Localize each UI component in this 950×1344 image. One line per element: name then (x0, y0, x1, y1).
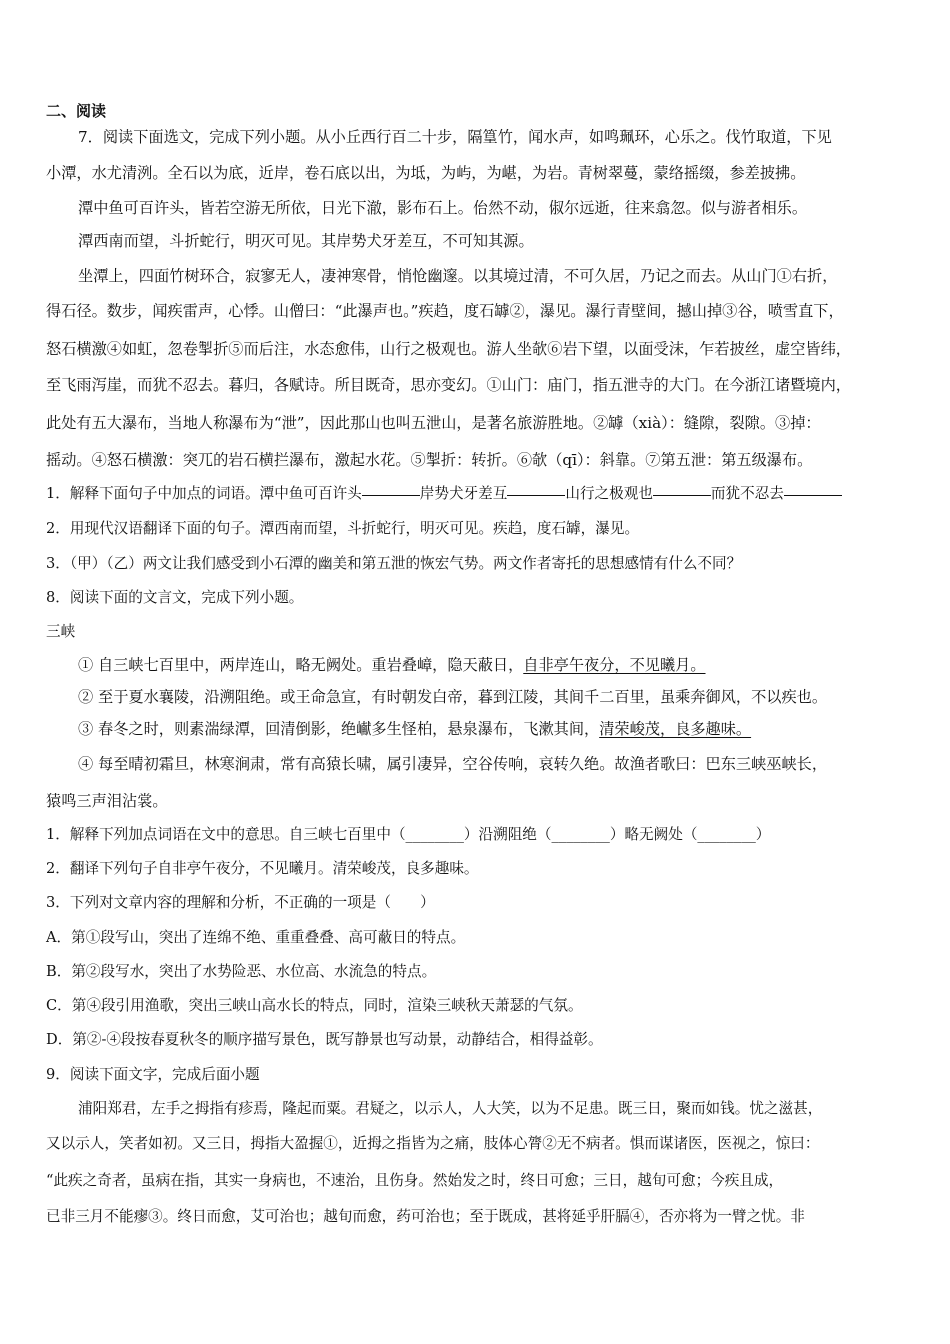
q9-line-3: “此疾之奇者，虽病在指，其实一身病也，不速治，且伤身。然始发之时，终日可愈；三日，越旬可愈；今疾且成， (46, 1172, 784, 1189)
q8-p3-underlined: 清荣峻茂，良多趣味。 (599, 720, 752, 738)
q7-paragraph-4-line-6: 摇动。④怒石横激：突兀的岩石横拦瀑布，激起水花。⑤掣折：转折。⑥欹（qī）：斜靠。⑦第五泄：第五级瀑布。 (46, 451, 813, 469)
q8-p3-text: ③ 春冬之时，则素湍绿潭，回清倒影，绝𪩘多生怪柏，悬泉瀑布，飞漱其间， (78, 720, 600, 738)
q7-intro-line-2: 小潭，水尤清洌。全石以为底，近岸，卷石底以出，为坻，为屿，为嵁，为岩。青树翠蔓，蒙络摇缀，参差披拂。 (46, 164, 806, 182)
q7-subquestion-2: 2．用现代汉语翻译下面的句子。潭西南而望，斗折蛇行，明灭可见。疾趋，度石罅，瀑见。 (46, 520, 640, 537)
q8-subquestion-2: 2．翻译下列句子自非亭午夜分，不见曦月。清荣峻茂，良多趣味。 (46, 860, 479, 877)
answer-blank[interactable] (653, 494, 711, 496)
q7-intro-line-1: 7．阅读下面选文，完成下列小题。从小丘西行百二十步，隔篁竹，闻水声，如鸣珮环，心乐之。伐竹取道，下见 (78, 128, 832, 146)
q7-sub1-part-d: 而犹不忍去 (710, 485, 784, 502)
q8-title: 三峡 (46, 623, 76, 640)
q9-intro: 9．阅读下面文字，完成后面小题 (46, 1066, 260, 1083)
q8-paragraph-3 (78, 718, 751, 740)
q7-paragraph-4-line-4: 至飞雨泻崖，而犹不忍去。暮归，各赋诗。所目既奇，思亦变幻。①山门：庙门，指五泄寺的大门。在今浙江诸暨境内， (46, 376, 851, 394)
q7-paragraph-2: 潭中鱼可百许头，皆若空游无所依，日光下澈，影布石上。佁然不动，俶尔远逝，往来翕忽。似与游者相乐。 (78, 199, 807, 217)
q9-line-1: 浦阳郑君，左手之拇指有疹焉，隆起而粟。君疑之，以示人，人大笑，以为不足患。既三日，聚而如钱。忧之滋甚， (78, 1100, 823, 1117)
q7-paragraph-4-line-5: 此处有五大瀑布，当地人称瀑布为“泄”，因此那山也叫五泄山，是著名旅游胜地。②罅（xià）：缝隙，裂隙。③掉： (46, 414, 821, 432)
q8-subquestion-3: 3．下列对文章内容的理解和分析，不正确的一项是（ ） (46, 894, 435, 911)
q8-option-b[interactable]: B．第②段写水，突出了水势险恶、水位高、水流急的特点。 (46, 963, 437, 980)
q8-subquestion-1: 1．解释下列加点词语在文中的意思。自三峡七百里中（________）沿溯阻绝（________）略无阙处（________） (46, 826, 771, 843)
q7-subquestion-1 (46, 483, 842, 505)
q7-paragraph-4-line-2: 得石径。数步，闻疾雷声，心悸。山僧曰：“此瀑声也。”疾趋，度石罅②，瀑见。瀑行青壁间，撼山掉③谷，喷雪直下， (46, 302, 844, 320)
q8-option-c[interactable]: C．第④段引用渔歌，突出三峡山高水长的特点，同时，渲染三峡秋天萧瑟的气氛。 (46, 997, 583, 1014)
q9-line-4: 已非三月不能瘳③。终日而愈，艾可治也；越旬而愈，药可治也；至于既成，甚将延乎肝膈④，否亦将为一臂之忧。非 (46, 1208, 805, 1225)
q7-sub1-part-a: 1．解释下面句子中加点的词语。潭中鱼可百许头 (46, 485, 362, 502)
q7-subquestion-3: 3．（甲）（乙）两文让我们感受到小石潭的幽美和第五泄的恢宏气势。两文作者寄托的思想感情有什么不同？ (46, 555, 742, 572)
q7-paragraph-4-line-3: 怒石横激④如虹，忽卷掣折⑤而后注，水态愈伟，山行之极观也。游人坐欹⑥岩下望，以面受沫，乍若披丝，虚空皆纬， (46, 340, 851, 358)
q7-sub1-part-b: 岸势犬牙差互 (419, 485, 508, 502)
q8-option-a[interactable]: A．第①段写山，突出了连绵不绝、重重叠叠、高可蔽日的特点。 (46, 929, 466, 946)
q8-intro: 8．阅读下面的文言文，完成下列小题。 (46, 589, 304, 606)
q8-paragraph-1 (78, 654, 706, 676)
q8-paragraph-4-line-2: 猿鸣三声泪沾裳。 (46, 792, 168, 810)
q8-paragraph-2: ② 至于夏水襄陵，沿溯阻绝。或王命急宣，有时朝发白帝，暮到江陵，其间千二百里，虽乘奔御风，不以疾也。 (78, 688, 828, 706)
q8-p1-text: ① 自三峡七百里中，两岸连山，略无阙处。重岩叠嶂，隐天蔽日， (78, 656, 524, 674)
q8-option-d[interactable]: D．第②-④段按春夏秋冬的顺序描写景色，既写静景也写动景，动静结合，相得益彰。 (46, 1031, 603, 1048)
q8-p1-underlined: 自非亭午夜分，不见曦月。 (523, 656, 706, 674)
q9-line-2: 又以示人，笑者如初。又三日，拇指大盈握①，近拇之指皆为之痛，肢体心膂②无不病者。惧而谋诸医，医视之，惊曰： (46, 1135, 820, 1152)
q7-paragraph-3: 潭西南而望，斗折蛇行，明灭可见。其岸势犬牙差互，不可知其源。 (78, 232, 534, 250)
answer-blank[interactable] (507, 494, 565, 496)
q8-paragraph-4-line-1: ④ 每至晴初霜旦，林寒涧肃，常有高猿长啸，属引凄异，空谷传响，哀转久绝。故渔者歌曰：巴东三峡巫峡长， (78, 755, 828, 773)
answer-blank[interactable] (362, 494, 420, 496)
answer-blank[interactable] (784, 494, 842, 496)
q7-paragraph-4-line-1: 坐潭上，四面竹树环合，寂寥无人，凄神寒骨，悄怆幽邃。以其境过清，不可久居，乃记之而去。从山门①右折， (78, 267, 838, 285)
q7-sub1-part-c: 山行之极观也 (565, 485, 653, 502)
section-heading: 二、阅读 (46, 102, 107, 120)
